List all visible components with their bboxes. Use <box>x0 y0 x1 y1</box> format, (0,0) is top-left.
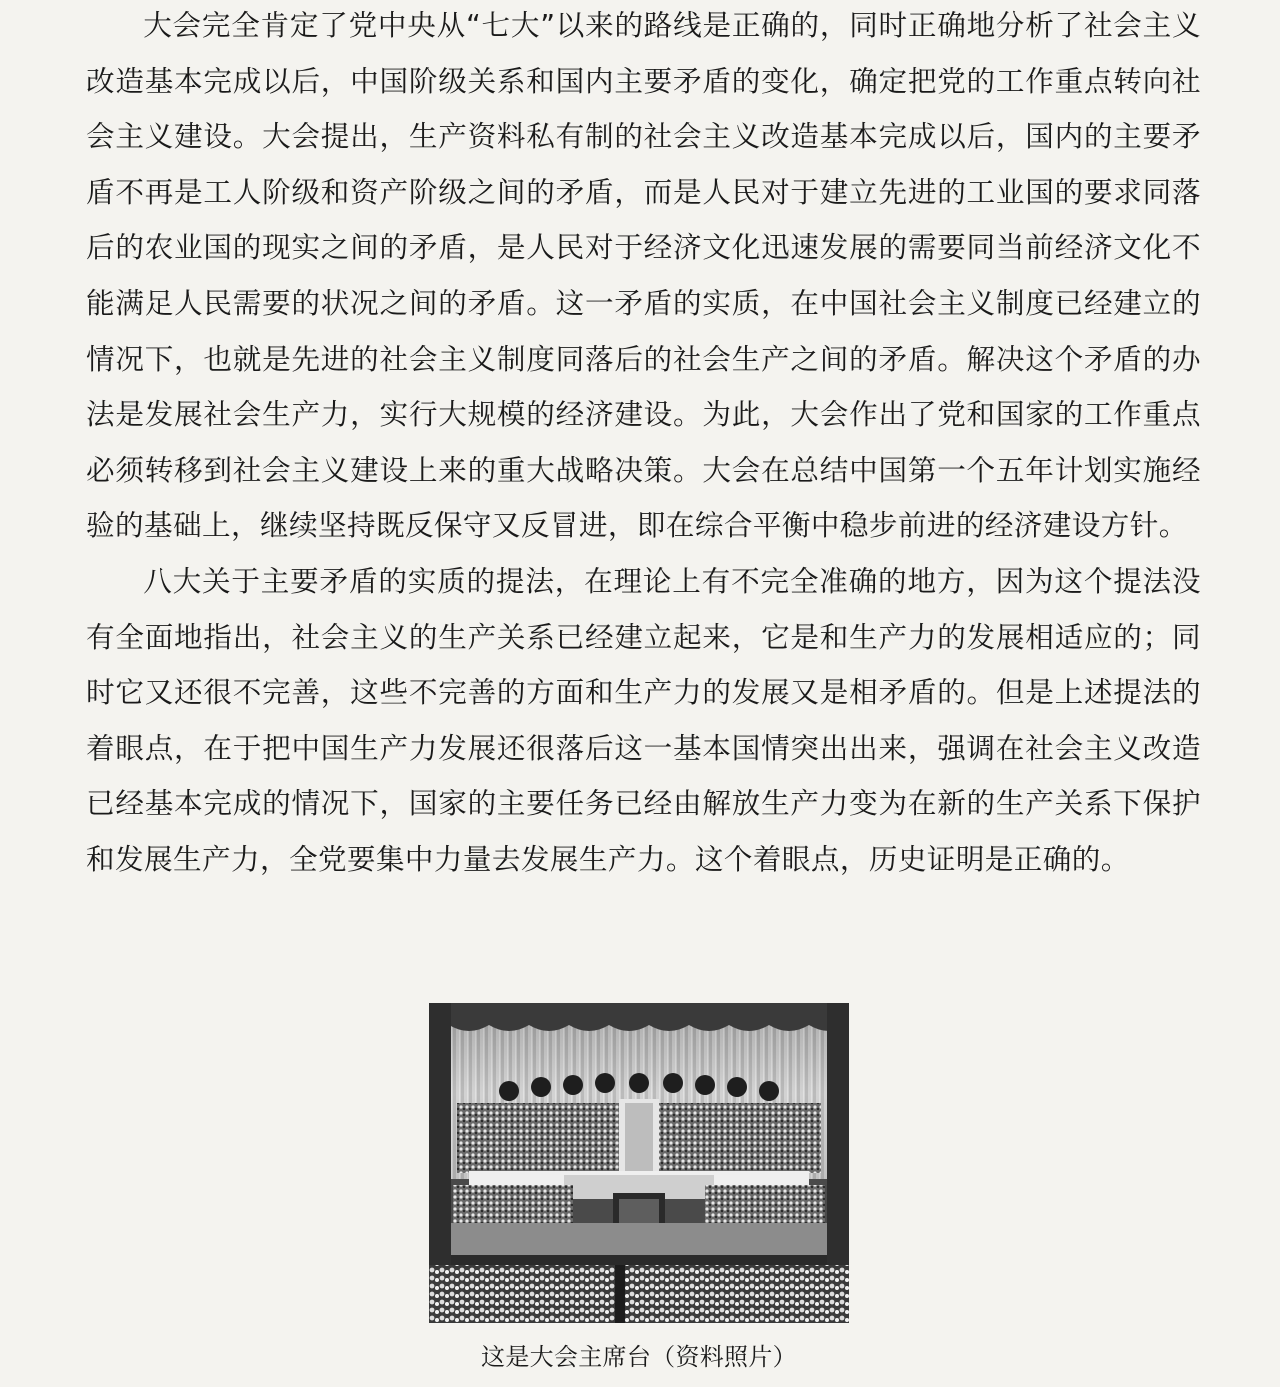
document-body <box>86 0 1201 888</box>
figure <box>429 1003 849 1371</box>
photo-caption: 这是大会主席台（资料照片） <box>481 1343 797 1371</box>
congress-rostrum-photo <box>429 1003 849 1323</box>
paragraph-1: 大会完全肯定了党中央从“七大”以来的路线是正确的，同时正确地分析了社会主义改造基本完成以后，中国阶级关系和国内主要矛盾的变化，确定把党的工作重点转向社会主义建设。大会提出，生产资料私有制的社会主义改造基本完成以后，国内的主要矛盾不再是工人阶级和资产阶级之间的矛盾，而是人民对于建立先进的工业国的要求同落后的农业国的现实之间的矛盾，是人民对于经济文化迅速发展的需要同当前经济文化不能满足人民需要的状况之间的矛盾。这一矛盾的实质，在中国社会主义制度已经建立的情况下，也就是先进的社会主义制度同落后的社会生产之间的矛盾。解决这个矛盾的办法是发展社会生产力，实行大规模的经济建设。为此，大会作出了党和国家的工作重点必须转移到社会主义建设上来的重大战略决策。大会在总结中国第一个五年计划实施经验的基础上，继续坚持既反保守又反冒进，即在综合平衡中稳步前进的经济建设方针。 <box>86 8 1201 543</box>
paragraph-2: 八大关于主要矛盾的实质的提法，在理论上有不完全准确的地方，因为这个提法没有全面地指出，社会主义的生产关系已经建立起来，它是和生产力的发展相适应的；同时它又还很不完善，这些不完善的方面和生产力的发展又是相矛盾的。但是上述提法的着眼点，在于把中国生产力发展还很落后这一基本国情突出出来，强调在社会主义改造已经基本完成的情况下，国家的主要任务已经由解放生产力变为在新的生产关系下保护和发展生产力，全党要集中力量去发展生产力。这个着眼点，历史证明是正确的。 <box>86 563 1201 876</box>
